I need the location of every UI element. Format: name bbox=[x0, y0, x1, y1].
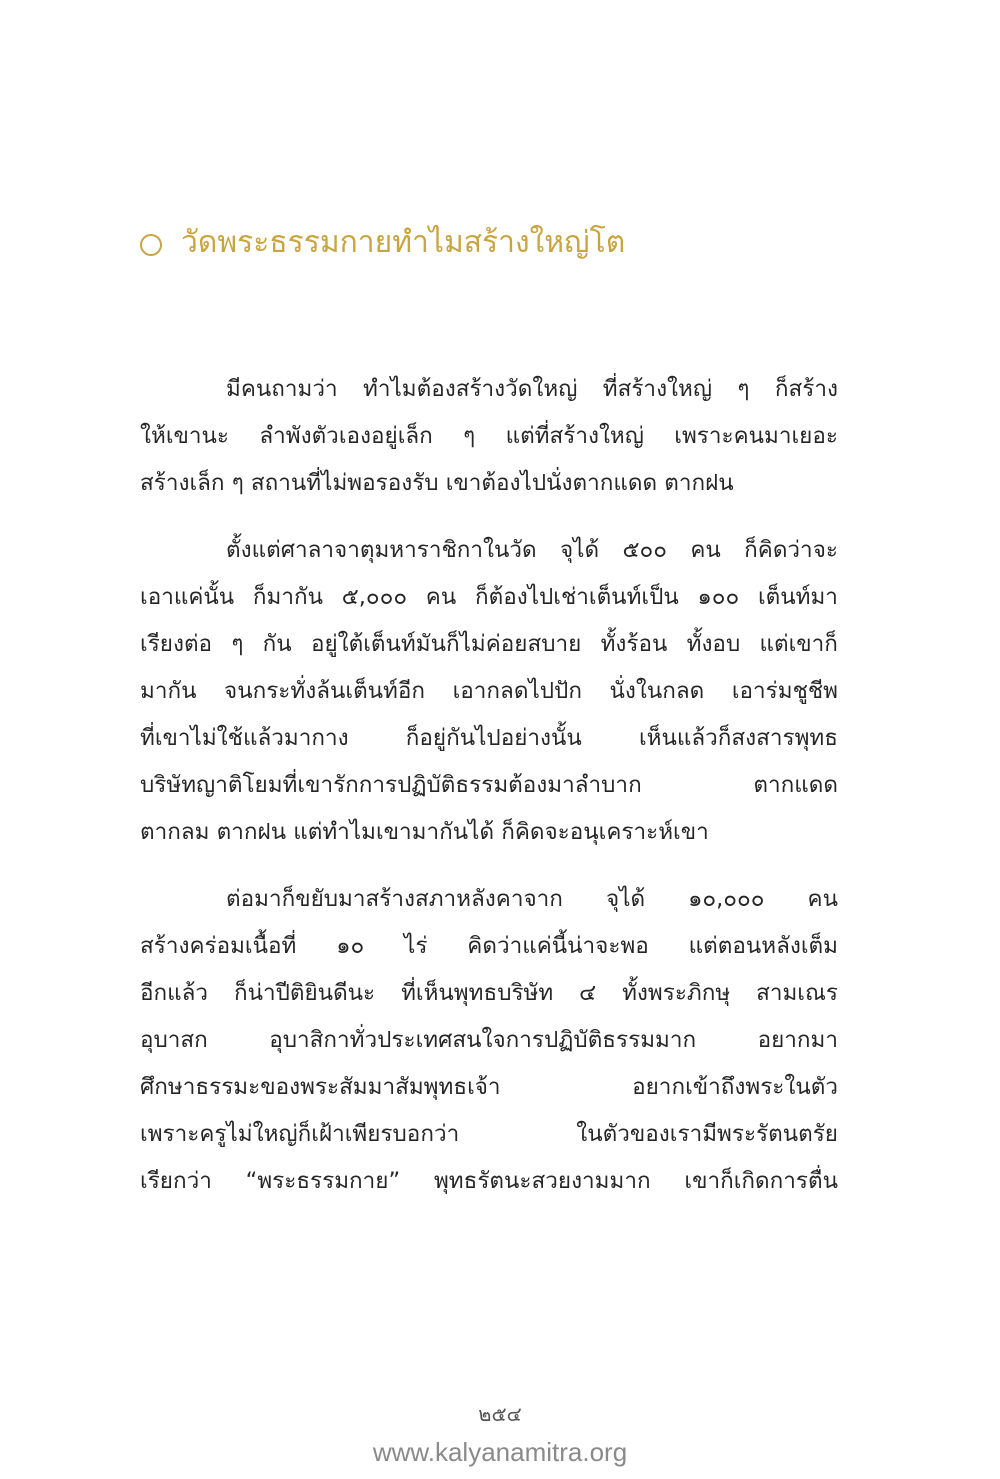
text-line: สร้างเล็ก ๆ สถานที่ไม่พอรองรับ เขาต้องไปนั่งตากแดด ตากฝน bbox=[140, 470, 734, 496]
paragraph-1 bbox=[140, 366, 838, 507]
paragraph-3 bbox=[140, 876, 838, 1205]
text-line: ที่เขาไม่ใช้แล้วมากาง ก็อยู่กันไปอย่างนั้น เห็นแล้วก็สงสารพุทธ bbox=[140, 725, 838, 751]
text-line: อีกแล้ว ก็น่าปีติยินดีนะ ที่เห็นพุทธบริษัท ๔ ทั้งพระภิกษุ สามเณร bbox=[140, 980, 838, 1006]
text-line: สร้างคร่อมเนื้อที่ ๑๐ ไร่ คิดว่าแค่นี้น่าจะพอ แต่ตอนหลังเต็ม bbox=[140, 933, 838, 959]
text-line: ตากลม ตากฝน แต่ทำไมเขามากันได้ ก็คิดจะอนุเคราะห์เขา bbox=[140, 819, 709, 845]
text-line: ให้เขานะ ลำพังตัวเองอยู่เล็ก ๆ แต่ที่สร้างใหญ่ เพราะคนมาเยอะ bbox=[140, 423, 838, 449]
section-heading bbox=[140, 214, 900, 270]
text-line: เรียงต่อ ๆ กัน อยู่ใต้เต็นท์มันก็ไม่ค่อยสบาย ทั้งร้อน ทั้งอบ แต่เขาก็ bbox=[140, 631, 838, 657]
paragraph-2 bbox=[140, 527, 838, 856]
page-number: ๒๕๔ bbox=[478, 1402, 522, 1426]
text-line: มีคนถามว่า ทำไมต้องสร้างวัดใหญ่ ที่สร้างใหญ่ ๆ ก็สร้าง bbox=[226, 376, 838, 402]
text-line: เรียกว่า “พระธรรมกาย” พุทธรัตนะสวยงามมาก เขาก็เกิดการตื่น bbox=[140, 1168, 838, 1194]
text-line: ศึกษาธรรมะของพระสัมมาสัมพุทธเจ้า อยากเข้าถึงพระในตัว bbox=[140, 1074, 838, 1100]
text-line: เอาแค่นั้น ก็มากัน ๕,๐๐๐ คน ก็ต้องไปเช่าเต็นท์เป็น ๑๐๐ เต็นท์มา bbox=[140, 584, 838, 610]
heading-title: วัดพระธรรมกายทำไมสร้างใหญ่โต bbox=[181, 224, 626, 260]
footer-url: www.kalyanamitra.org bbox=[372, 1437, 628, 1467]
text-line: ต่อมาก็ขยับมาสร้างสภาหลังคาจาก จุได้ ๑๐,๐๐๐ คน bbox=[226, 886, 838, 912]
text-line: เพราะครูไม่ใหญ่ก็เฝ้าเพียรบอกว่า ในตัวของเรามีพระรัตนตรัย bbox=[140, 1121, 838, 1147]
text-line: มากัน จนกระทั่งล้นเต็นท์อีก เอากลดไปปัก นั่งในกลด เอาร่มชูชีพ bbox=[140, 678, 838, 704]
text-line: บริษัทญาติโยมที่เขารักการปฏิบัติธรรมต้องมาลำบาก ตากแดด bbox=[140, 772, 838, 798]
body-text bbox=[140, 366, 838, 1205]
circle-bullet-icon bbox=[140, 234, 162, 256]
text-line: อุบาสก อุบาสิกาทั่วประเทศสนใจการปฏิบัติธรรมมาก อยากมา bbox=[140, 1027, 838, 1053]
text-line: ตั้งแต่ศาลาจาตุมหาราชิกาในวัด จุได้ ๕๐๐ คน ก็คิดว่าจะ bbox=[226, 537, 838, 563]
